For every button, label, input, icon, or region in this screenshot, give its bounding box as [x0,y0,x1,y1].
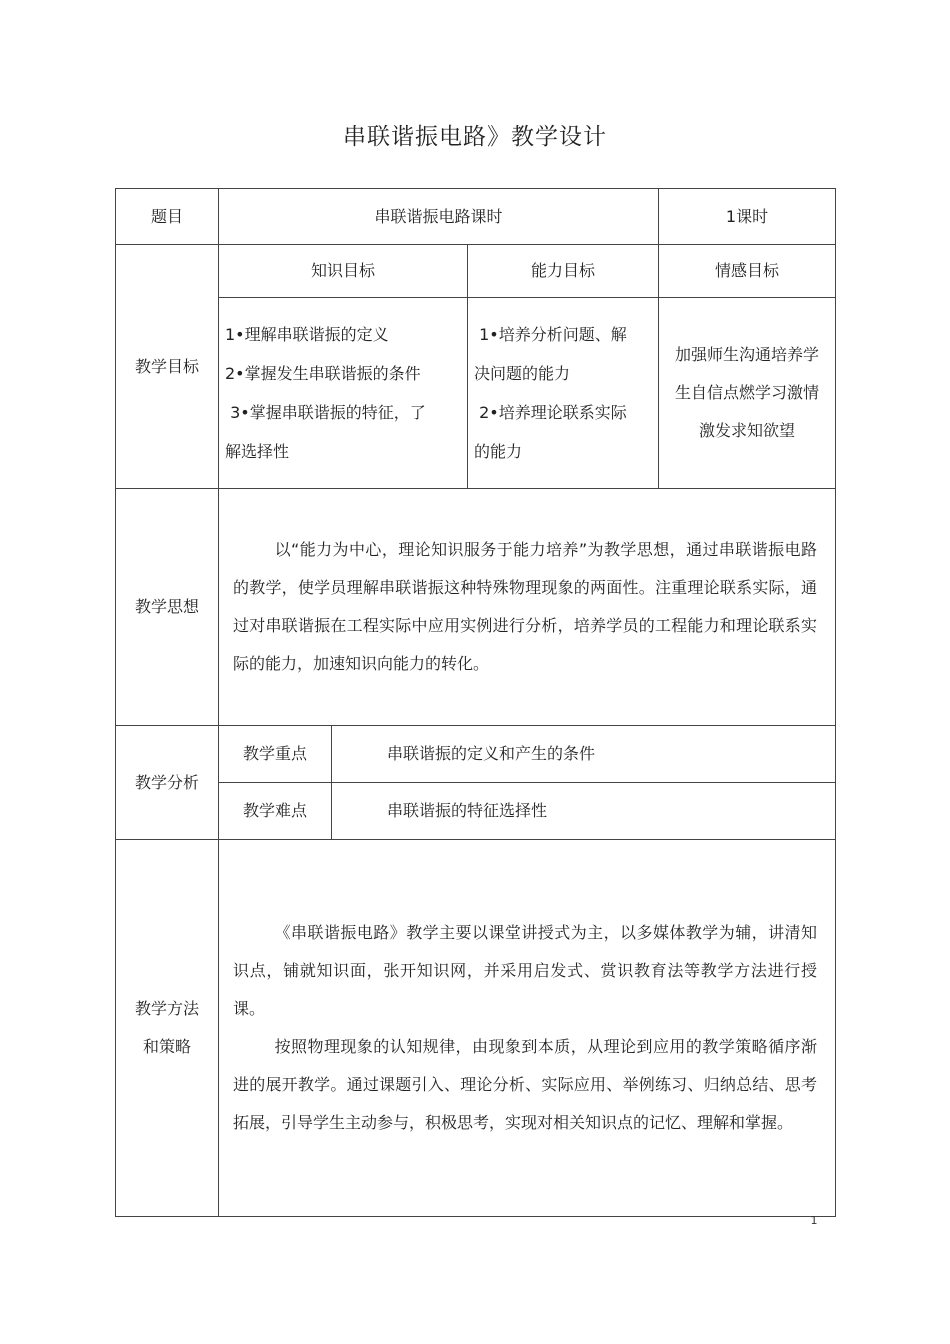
ability-goal-header: 能力目标 [468,245,659,298]
ability-goal-item: 的能力 [474,442,523,461]
document-title: 串联谐振电路》教学设计 [343,124,607,150]
analysis-key-row [116,726,836,783]
analysis-difficulty-row [116,783,836,840]
knowledge-goal-item: 1•理解串联谐振的定义 [225,325,389,344]
analysis-label: 教学分析 [116,726,219,840]
key-point-label: 教学重点 [219,726,332,783]
difficulty-label: 教学难点 [219,783,332,840]
lesson-plan-table [115,188,836,1217]
knowledge-goal-item: 解选择性 [225,442,290,461]
method-label [116,840,219,1217]
method-row [116,840,836,1217]
method-paragraph: 按照物理现象的认知规律，由现象到本质，从理论到应用的教学策略循序渐进的展开教学。通过课题引入、理论分析、实际应用、举例练习、归纳总结、思考拓展，引导学生主动参与，积极思考，实现对相关知识点的记忆、理解和掌握。 [233,1037,818,1132]
thought-paragraph: 以“能力为中心，理论知识服务于能力培养”为教学思想，通过串联谐振电路的教学，使学员理解串联谐振这种特殊物理现象的两面性。注重理论联系实际，通过对串联谐振在工程实际中应用实例进行分析，培养学员的工程能力和理论联系实际的能力，加速知识向能力的转化。 [233,540,818,673]
method-label-line: 和策略 [142,1037,191,1056]
thought-label: 教学思想 [116,489,219,726]
topic-label: 题目 [116,189,219,245]
ability-goal-item: 决问题的能力 [474,364,571,383]
emotion-goal-line: 加强师生沟通培养学 [675,345,820,364]
emotion-goal-header: 情感目标 [659,245,836,298]
difficulty-value: 串联谐振的特征选择性 [332,783,836,840]
knowledge-goal-header: 知识目标 [219,245,468,298]
ability-goal-item: 1•培养分析问题、解 [474,325,627,344]
goals-content-row [116,298,836,489]
key-point-value: 串联谐振的定义和产生的条件 [332,726,836,783]
method-paragraph: 《串联谐振电路》教学主要以课堂讲授式为主，以多媒体教学为辅，讲清知识点，铺就知识面，张开知识网，并采用启发式、赏识教育法等教学方法进行授课。 [233,923,818,1018]
topic-value: 串联谐振电路课时 [219,189,659,245]
goals-header-row [116,245,836,298]
page-number: 1 [810,1214,818,1227]
class-hours: 1课时 [659,189,836,245]
thought-content [219,489,836,726]
method-content [219,840,836,1217]
knowledge-goals [219,298,468,489]
emotion-goal-line: 生自信点燃学习激情 [675,383,820,402]
knowledge-goal-item: 2•掌握发生串联谐振的条件 [225,364,421,383]
ability-goal-item: 2•培养理论联系实际 [474,403,627,422]
emotion-goals [659,298,836,489]
method-label-line: 教学方法 [134,999,199,1018]
ability-goals [468,298,659,489]
thought-row [116,489,836,726]
knowledge-goal-item: 3•掌握串联谐振的特征，了 [225,403,426,422]
emotion-goal-line: 激发求知欲望 [699,421,796,440]
topic-row [116,189,836,245]
goals-label: 教学目标 [116,245,219,489]
